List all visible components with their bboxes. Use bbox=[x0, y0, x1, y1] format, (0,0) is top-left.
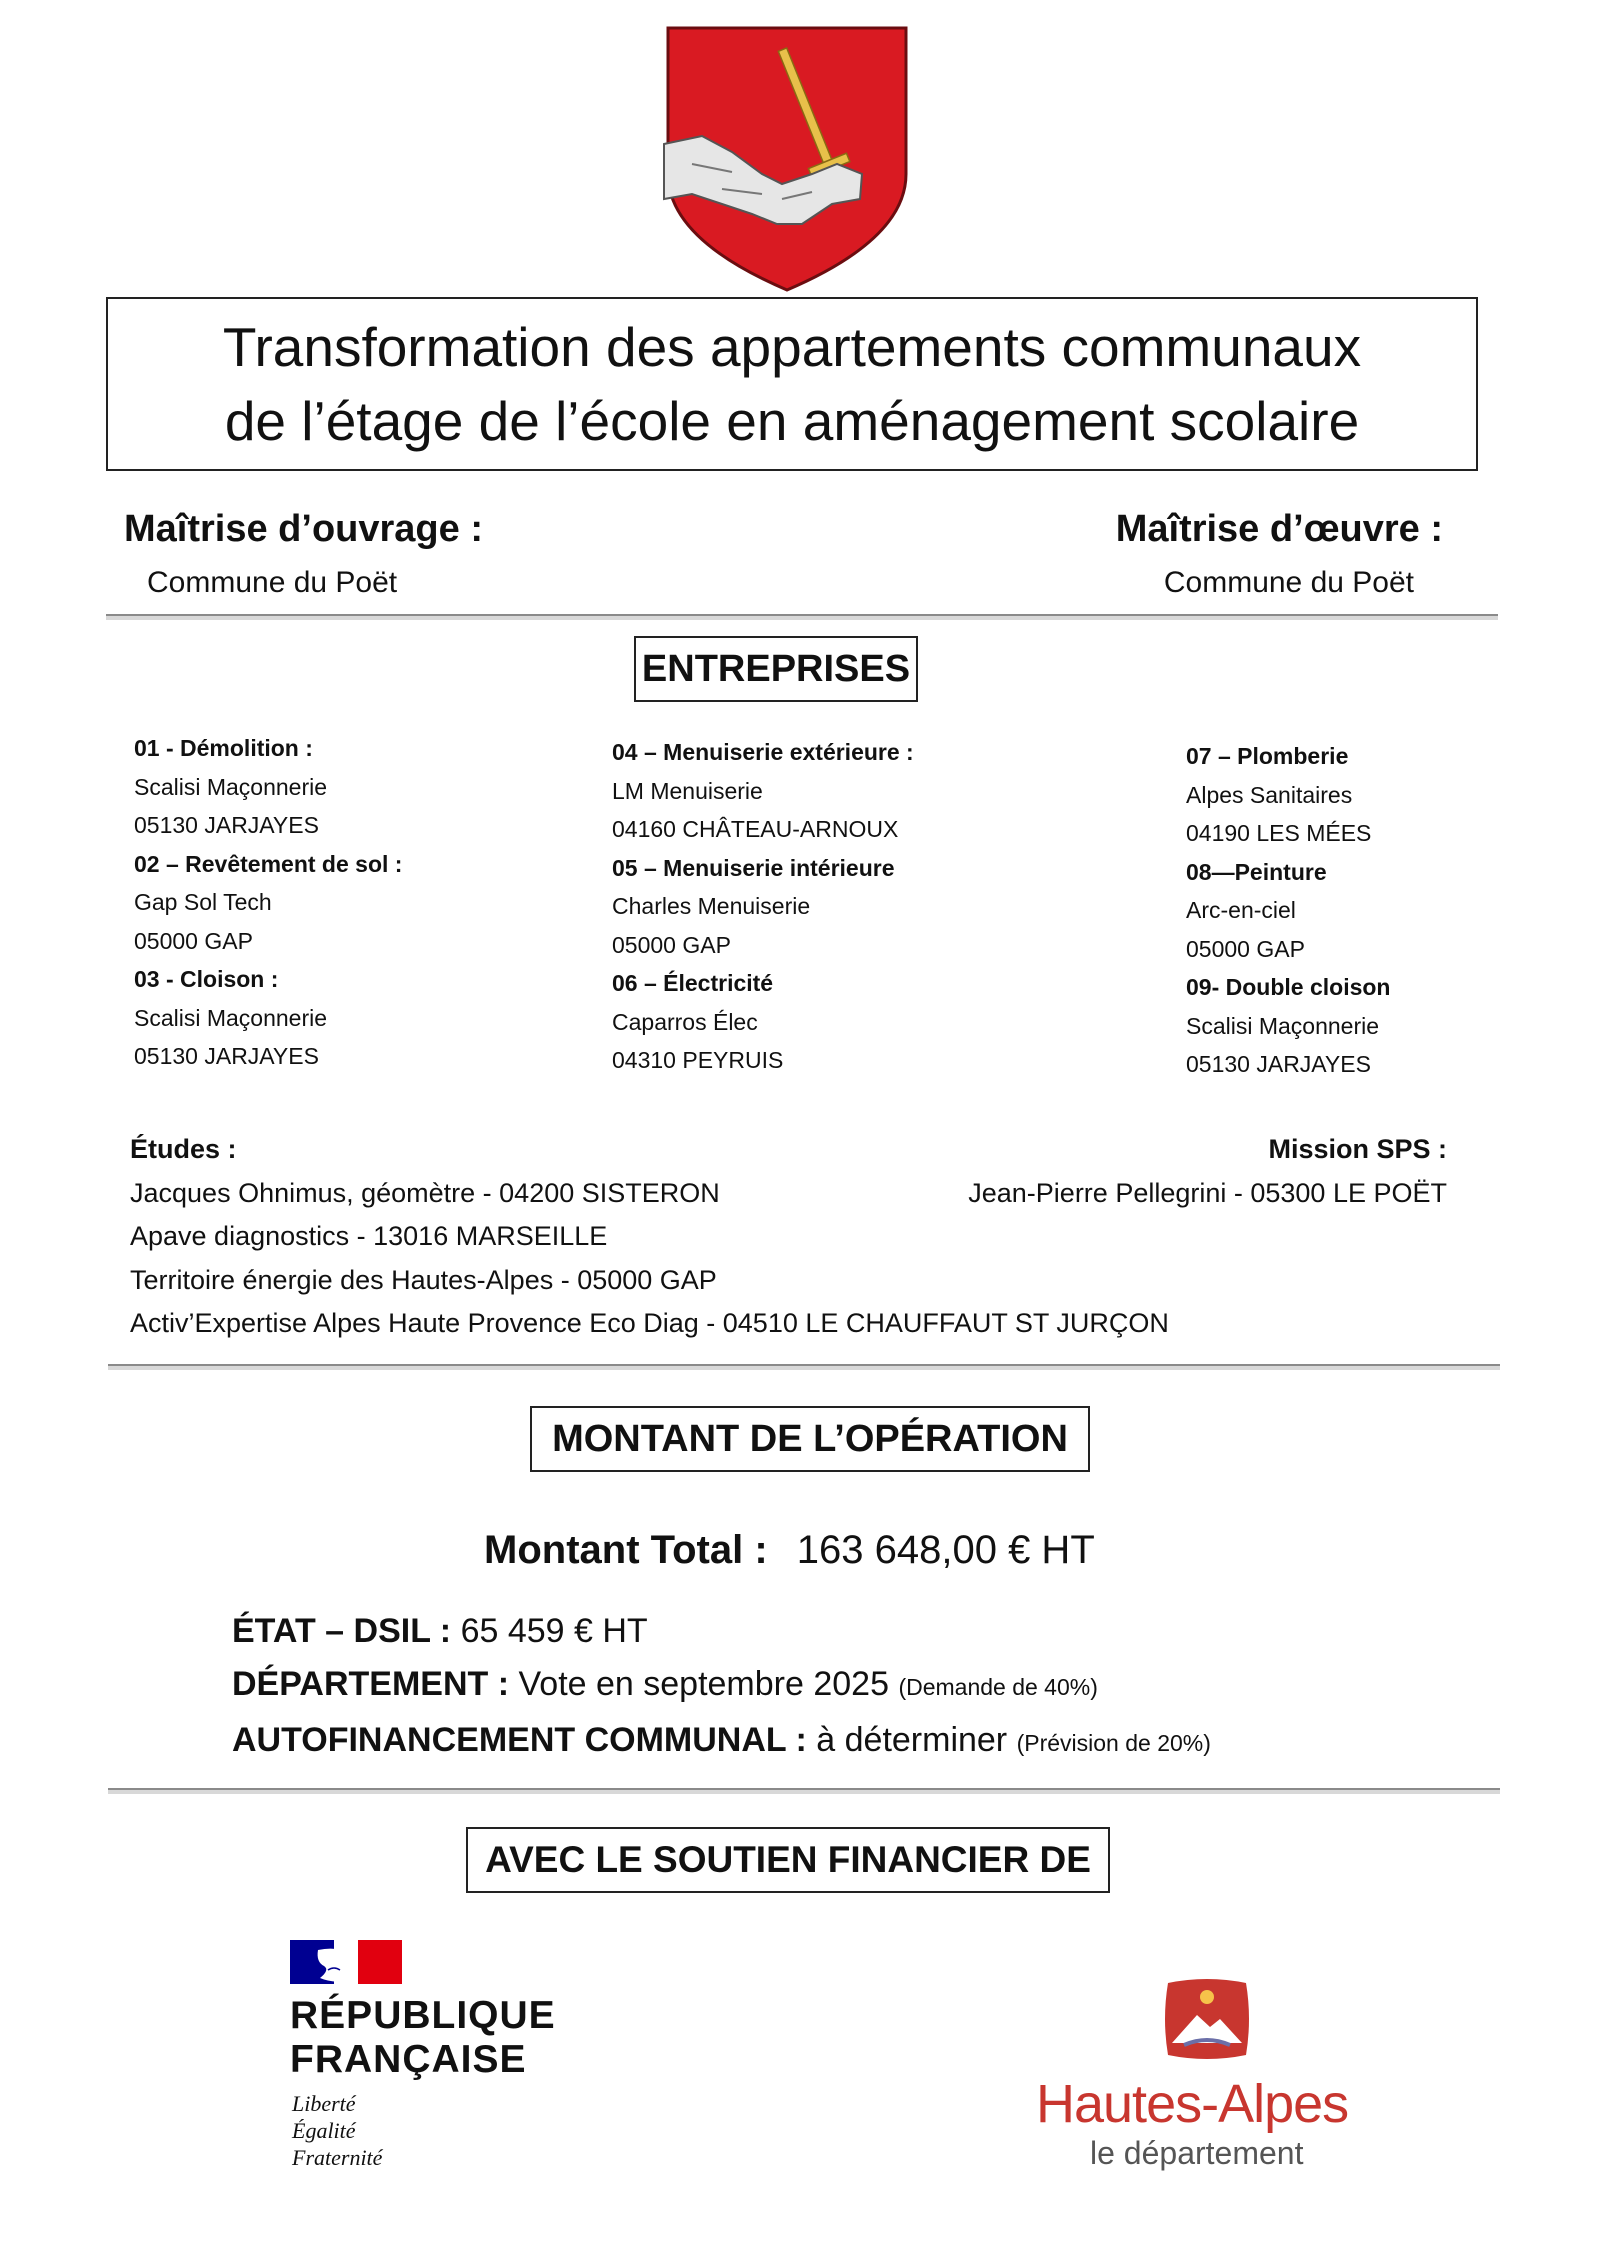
mission-sps-block bbox=[968, 1128, 1447, 1215]
mountain-sun-icon bbox=[1162, 1975, 1252, 2063]
lot-city: 05130 JARJAYES bbox=[1186, 1051, 1371, 1077]
lot-company: Gap Sol Tech bbox=[134, 889, 272, 915]
rf-line-1: RÉPUBLIQUE bbox=[290, 1994, 556, 2037]
financement-note: (Prévision de 20%) bbox=[1016, 1730, 1211, 1756]
lot-title: 06 – Électricité bbox=[612, 970, 774, 996]
montant-total-value: 163 648,00 € HT bbox=[796, 1528, 1095, 1572]
lot-city: 05000 GAP bbox=[134, 927, 253, 954]
divider bbox=[108, 1364, 1500, 1370]
title-line-1: Transformation des appartements communaux bbox=[222, 316, 1362, 378]
financement-row bbox=[232, 1658, 1211, 1714]
financement-value: Vote en septembre 2025 bbox=[518, 1665, 889, 1703]
lot-city: 05000 GAP bbox=[612, 931, 731, 958]
etudes-item: Apave diagnostics - 13016 MARSEILLE bbox=[130, 1221, 608, 1251]
marianne-icon bbox=[290, 1940, 402, 1984]
lot-title: 08—Peinture bbox=[1186, 858, 1327, 885]
financement-label: ÉTAT – DSIL : bbox=[232, 1612, 452, 1650]
montant-total-label: Montant Total : bbox=[484, 1528, 768, 1572]
lot-title: 01 - Démolition : bbox=[134, 735, 313, 761]
lot-company: Caparros Élec bbox=[612, 1008, 758, 1035]
lot-title: 07 – Plomberie bbox=[1186, 743, 1349, 769]
title-box bbox=[106, 297, 1478, 471]
lots-column-2 bbox=[612, 733, 914, 1080]
maitrise-ouvrage-label: Maîtrise d’ouvrage : bbox=[124, 508, 483, 550]
financement-value: 65 459 € HT bbox=[460, 1612, 648, 1650]
lot-company: LM Menuiserie bbox=[612, 777, 763, 804]
etudes-label: Études : bbox=[130, 1134, 237, 1164]
financement-list bbox=[232, 1605, 1211, 1770]
financement-note: (Demande de 40%) bbox=[898, 1674, 1098, 1700]
lot-company: Alpes Sanitaires bbox=[1186, 781, 1353, 808]
lot-company: Arc-en-ciel bbox=[1186, 897, 1296, 923]
montant-total bbox=[484, 1528, 1095, 1573]
lot-title: 02 – Revêtement de sol : bbox=[134, 850, 403, 877]
lot-company: Charles Menuiserie bbox=[612, 893, 811, 919]
lot-company: Scalisi Maçonnerie bbox=[1186, 1012, 1380, 1039]
mission-sps-value: Jean-Pierre Pellegrini - 05300 LE POËT bbox=[968, 1177, 1447, 1208]
lot-company: Scalisi Maçonnerie bbox=[134, 773, 328, 800]
lots-column-1 bbox=[134, 729, 402, 1076]
financement-label: AUTOFINANCEMENT COMMUNAL : bbox=[232, 1721, 807, 1759]
lot-company: Scalisi Maçonnerie bbox=[134, 1004, 328, 1031]
lot-city: 04310 PEYRUIS bbox=[612, 1047, 784, 1073]
financement-row bbox=[232, 1714, 1211, 1770]
entreprises-heading: ENTREPRISES bbox=[634, 636, 918, 702]
lot-city: 05130 JARJAYES bbox=[134, 1043, 319, 1069]
lot-title: 04 – Menuiserie extérieure : bbox=[612, 739, 914, 765]
lot-title: 05 – Menuiserie intérieure bbox=[612, 854, 895, 881]
republique-francaise-logo bbox=[290, 1940, 620, 2180]
lot-city: 05130 JARJAYES bbox=[134, 812, 319, 838]
lot-title: 03 - Cloison : bbox=[134, 966, 279, 992]
rf-motto-2: Égalité bbox=[292, 2118, 356, 2143]
financement-row bbox=[232, 1605, 1211, 1658]
lot-city: 04190 LES MÉES bbox=[1186, 820, 1372, 846]
hautes-alpes-name: Hautes-Alpes bbox=[1036, 2074, 1349, 2134]
lot-title: 09- Double cloison bbox=[1186, 974, 1391, 1000]
etudes-item: Activ’Expertise Alpes Haute Provence Eco Diag - 04510 LE CHAUFFAUT ST JURÇON bbox=[130, 1308, 1169, 1338]
etudes-item: Territoire énergie des Hautes-Alpes - 05000 GAP bbox=[130, 1264, 717, 1295]
divider bbox=[108, 1788, 1500, 1794]
montant-heading: MONTANT DE L’OPÉRATION bbox=[530, 1406, 1090, 1472]
soutien-heading: AVEC LE SOUTIEN FINANCIER DE bbox=[466, 1827, 1110, 1893]
maitrise-oeuvre-label: Maîtrise d’œuvre : bbox=[1115, 508, 1443, 550]
hautes-alpes-sub: le département bbox=[1090, 2135, 1304, 2171]
divider bbox=[106, 614, 1498, 620]
lot-city: 05000 GAP bbox=[1186, 935, 1305, 962]
lots-column-3 bbox=[1186, 737, 1390, 1084]
coat-of-arms-icon bbox=[662, 24, 912, 294]
financement-value: à déterminer bbox=[816, 1721, 1008, 1759]
lot-city: 04160 CHÂTEAU-ARNOUX bbox=[612, 816, 899, 842]
financement-label: DÉPARTEMENT : bbox=[232, 1665, 510, 1703]
maitrise-ouvrage-value: Commune du Poët bbox=[147, 566, 398, 599]
rf-motto-1: Liberté bbox=[292, 2091, 356, 2116]
rf-line-2: FRANÇAISE bbox=[290, 2038, 527, 2081]
rf-motto-3: Fraternité bbox=[292, 2145, 383, 2170]
mission-sps-label: Mission SPS : bbox=[1268, 1134, 1447, 1164]
hautes-alpes-logo bbox=[1010, 1955, 1400, 2185]
title-line-2: de l’étage de l’école en aménagement scolaire bbox=[224, 390, 1360, 452]
etudes-item: Jacques Ohnimus, géomètre - 04200 SISTERON bbox=[130, 1177, 720, 1208]
maitrise-oeuvre-value: Commune du Poët bbox=[1163, 566, 1414, 599]
